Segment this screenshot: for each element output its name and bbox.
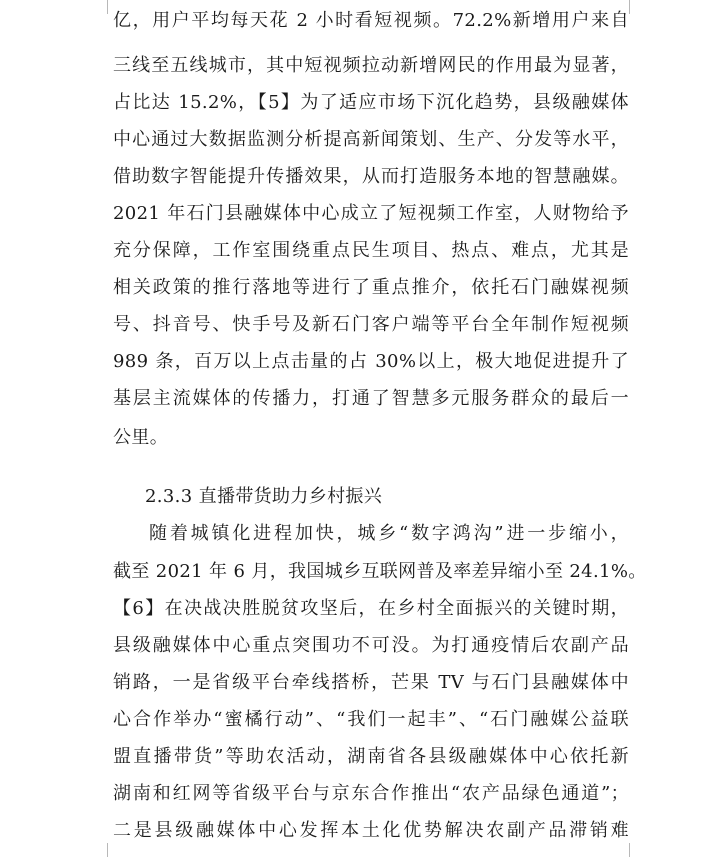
text-line: 销路，一是省级平台牵线搭桥，芒果 TV 与石门县融媒体中	[113, 672, 629, 693]
section-heading: 2.3.3 直播带货助力乡村振兴	[145, 486, 383, 507]
text-line: 三线至五线城市，其中短视频拉动新增网民的作用最为显著，	[113, 55, 629, 76]
paragraph-first-line: 随着城镇化进程加快，城乡“数字鸿沟”进一步缩小，	[149, 523, 629, 544]
top-right-margin-mark	[629, 0, 644, 14]
text-line: 【6】在决战决胜脱贫攻坚后，在乡村全面振兴的关键时期，	[113, 598, 629, 619]
text-line: 基层主流媒体的传播力，打通了智慧多元服务群众的最后一	[113, 388, 629, 409]
bottom-right-margin-mark	[629, 843, 644, 857]
text-line: 心合作举办“蜜橘行动”、“我们一起丰”、“石门融媒公益联	[113, 709, 629, 730]
paragraph-end-line: 公里。	[113, 427, 169, 448]
bottom-left-margin-mark	[93, 843, 108, 857]
text-line: 湖南和红网等省级平台与京东合作推出“农产品绿色通道”；	[113, 783, 629, 804]
text-line: 县级融媒体中心重点突围功不可没。为打通疫情后农副产品	[113, 635, 629, 656]
text-line: 充分保障，工作室围绕重点民生项目、热点、难点，尤其是	[113, 240, 629, 261]
text-line: 中心通过大数据监测分析提高新闻策划、生产、分发等水平，	[113, 129, 629, 150]
text-line: 相关政策的推行落地等进行了重点推介，依托石门融媒视频	[113, 277, 629, 298]
top-left-margin-mark	[93, 0, 108, 14]
text-line: 亿，用户平均每天花 2 小时看短视频。72.2%新增用户来自	[113, 10, 629, 31]
text-line: 989 条，百万以上点击量的占 30%以上，极大地促进提升了	[113, 351, 629, 372]
text-line: 2021 年石门县融媒体中心成立了短视频工作室，人财物给予	[113, 203, 629, 224]
text-line: 截至 2021 年 6 月，我国城乡互联网普及率差异缩小至 24.1%。	[113, 561, 647, 582]
text-line: 占比达 15.2%，【5】为了适应市场下沉化趋势，县级融媒体	[113, 92, 629, 113]
text-line: 借助数字智能提升传播效果，从而打造服务本地的智慧融媒。	[113, 166, 629, 187]
text-line: 号、抖音号、快手号及新石门客户端等平台全年制作短视频	[113, 314, 629, 335]
text-line: 盟直播带货”等助农活动，湖南省各县级融媒体中心依托新	[113, 746, 629, 767]
text-line: 二是县级融媒体中心发挥本土化优势解决农副产品滞销难	[113, 820, 629, 841]
